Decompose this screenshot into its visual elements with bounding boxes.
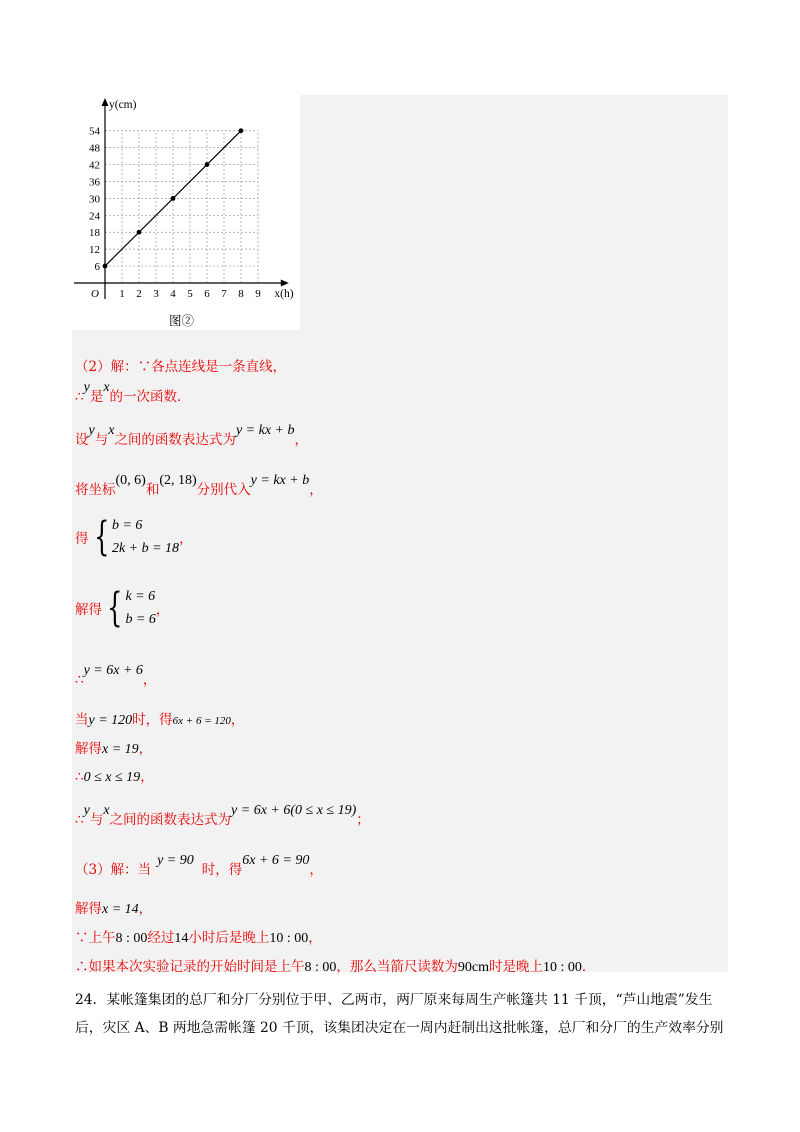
equation: x = 19 bbox=[102, 742, 139, 757]
text: 解得 bbox=[75, 602, 102, 618]
text: 解得 bbox=[75, 741, 102, 757]
x-axis-arrow bbox=[281, 280, 289, 287]
var-y: y bbox=[83, 803, 90, 818]
question-24-line-1: 24．某帐篷集团的总厂和分厂分别位于甲、乙两市，两厂原来每周生产帐篷共 11 千顶，“芦山地震”发生 bbox=[75, 992, 713, 1008]
x-tick-label: 2 bbox=[136, 288, 142, 300]
solution-line-14 bbox=[75, 926, 322, 947]
text: 之间的函数表达式为 bbox=[114, 432, 236, 448]
text: 将坐标 bbox=[75, 482, 116, 498]
var-x: x bbox=[103, 380, 110, 395]
equation: x = 14 bbox=[102, 902, 139, 917]
y-tick-label: 30 bbox=[89, 193, 100, 206]
text: ， bbox=[138, 901, 153, 917]
therefore-symbol: ∴ bbox=[75, 769, 84, 785]
question-24 bbox=[75, 986, 735, 1042]
equation: y = 90 bbox=[157, 853, 194, 868]
time-value: 8 : 00 bbox=[115, 931, 148, 946]
solution-line-13 bbox=[75, 897, 152, 918]
text: 时是晚上 bbox=[489, 959, 543, 975]
equation-system bbox=[110, 514, 179, 560]
therefore-symbol: ∴ bbox=[75, 672, 84, 688]
text: ∴如果本次实验记录的开始时间是上午 bbox=[75, 959, 305, 975]
text: ， bbox=[155, 602, 170, 618]
number: 14 bbox=[174, 931, 189, 946]
solution-line-10 bbox=[75, 765, 154, 786]
equation: k = 6 bbox=[125, 589, 156, 604]
text: ， bbox=[142, 672, 157, 688]
solution-line-11 bbox=[75, 803, 370, 829]
equation: 2k + b = 18 bbox=[111, 541, 180, 556]
y-axis-arrow bbox=[102, 98, 109, 106]
text: 与 bbox=[94, 432, 109, 448]
var-y: y bbox=[88, 423, 95, 438]
text: 当 bbox=[75, 712, 89, 728]
time-value: 10 : 00 bbox=[543, 960, 582, 975]
equation: 0 ≤ x ≤ 19 bbox=[83, 770, 141, 785]
text: 时，得 bbox=[132, 712, 173, 728]
var-x: x bbox=[103, 803, 110, 818]
text: 得 bbox=[75, 531, 89, 547]
solution-line-2 bbox=[75, 380, 191, 406]
point-0-6: (0, 6) bbox=[115, 473, 146, 488]
text: 的一次函数． bbox=[109, 389, 191, 405]
data-point bbox=[103, 264, 108, 269]
solution-line-6 bbox=[75, 585, 169, 631]
figure-caption: 图② bbox=[168, 313, 195, 328]
text: 与 bbox=[89, 812, 104, 828]
data-point bbox=[239, 128, 244, 133]
solution-line-4 bbox=[75, 473, 323, 499]
part2-intro: （2）解：∵各点连线是一条直线， bbox=[75, 359, 287, 375]
text: 解得 bbox=[75, 901, 102, 917]
text: ， bbox=[309, 482, 323, 498]
text: 是 bbox=[89, 389, 104, 405]
text: ∵上午 bbox=[75, 930, 116, 946]
solution-line-12 bbox=[75, 853, 323, 879]
equation: 6x + 6 = 120 bbox=[172, 715, 231, 727]
text: ，那么当箭尺读数为 bbox=[336, 959, 458, 975]
solution-line-15 bbox=[75, 955, 595, 976]
y-tick-label: 24 bbox=[89, 210, 100, 223]
text: 设 bbox=[75, 432, 89, 448]
text: ， bbox=[309, 862, 323, 878]
var-y: y bbox=[83, 380, 90, 395]
text: 分别代入 bbox=[196, 482, 251, 498]
text: ； bbox=[356, 812, 370, 828]
x-tick-label: 8 bbox=[238, 288, 244, 300]
y-tick-label: 54 bbox=[89, 125, 100, 138]
solution-line-8 bbox=[75, 708, 244, 729]
text: 和 bbox=[145, 482, 160, 498]
time-value: 10 : 00 bbox=[269, 931, 309, 946]
question-24-line-2: 后，灾区 A、B 两地急需帐篷 20 千顶，该集团决定在一周内赶制出这批帐篷，总厂和分厂的生产效率分别 bbox=[75, 1020, 724, 1036]
x-tick-label: 5 bbox=[187, 288, 193, 300]
solution-line-1 bbox=[75, 355, 286, 375]
x-tick-label: 3 bbox=[153, 288, 159, 300]
text: ． bbox=[581, 959, 596, 975]
text: ， bbox=[140, 769, 154, 785]
y-tick-label: 36 bbox=[89, 176, 100, 189]
data-point bbox=[137, 230, 142, 235]
measurement-value: 90cm bbox=[457, 960, 489, 975]
figure-2-chart bbox=[72, 95, 300, 335]
data-point bbox=[205, 162, 210, 167]
text: 小时后是晚上 bbox=[188, 930, 270, 946]
equation: b = 6 bbox=[125, 612, 156, 627]
text: ， bbox=[308, 930, 322, 946]
equation-system bbox=[123, 585, 155, 631]
solution-line-3 bbox=[75, 423, 308, 449]
x-axis-label: x(h) bbox=[274, 288, 294, 300]
y-tick-label: 6 bbox=[94, 261, 100, 274]
equation: y = 6x + 6(0 ≤ x ≤ 19) bbox=[231, 803, 357, 818]
solution-line-9 bbox=[75, 737, 152, 758]
point-2-18: (2, 18) bbox=[159, 473, 197, 488]
equation: y = kx + b bbox=[250, 473, 310, 488]
equation: y = kx + b bbox=[235, 423, 295, 438]
data-point bbox=[171, 196, 176, 201]
y-tick-label: 12 bbox=[89, 244, 100, 257]
text: ， bbox=[230, 712, 245, 728]
text: ， bbox=[138, 741, 153, 757]
time-value: 8 : 00 bbox=[304, 960, 337, 975]
var-x: x bbox=[108, 423, 115, 438]
x-tick-label: 9 bbox=[255, 288, 261, 300]
equation: y = 6x + 6 bbox=[83, 663, 143, 678]
part3-intro: （3）解：当 bbox=[75, 862, 152, 878]
text: ， bbox=[179, 531, 193, 547]
equation: b = 6 bbox=[111, 518, 143, 533]
y-tick-label: 48 bbox=[89, 142, 100, 155]
solution-line-7 bbox=[75, 663, 157, 689]
origin-label: O bbox=[91, 288, 99, 300]
y-tick-label: 18 bbox=[89, 227, 100, 240]
text: 时，得 bbox=[201, 862, 243, 878]
text: 之间的函数表达式为 bbox=[109, 812, 232, 828]
x-tick-label: 1 bbox=[119, 288, 125, 300]
y-axis-label: y(cm) bbox=[109, 99, 137, 111]
x-tick-label: 7 bbox=[221, 288, 227, 300]
y-tick-label: 42 bbox=[89, 159, 100, 172]
x-tick-label: 4 bbox=[170, 288, 176, 300]
text: 经过 bbox=[147, 930, 175, 946]
x-tick-label: 6 bbox=[204, 288, 210, 300]
equation: y = 120 bbox=[88, 713, 133, 728]
therefore-symbol: ∴ bbox=[75, 812, 84, 828]
brace: { bbox=[93, 514, 109, 560]
brace: { bbox=[107, 585, 123, 631]
therefore-symbol: ∴ bbox=[75, 389, 84, 405]
solution-line-5 bbox=[75, 514, 193, 560]
text: ， bbox=[294, 432, 308, 448]
equation: 6x + 6 = 90 bbox=[242, 853, 310, 868]
